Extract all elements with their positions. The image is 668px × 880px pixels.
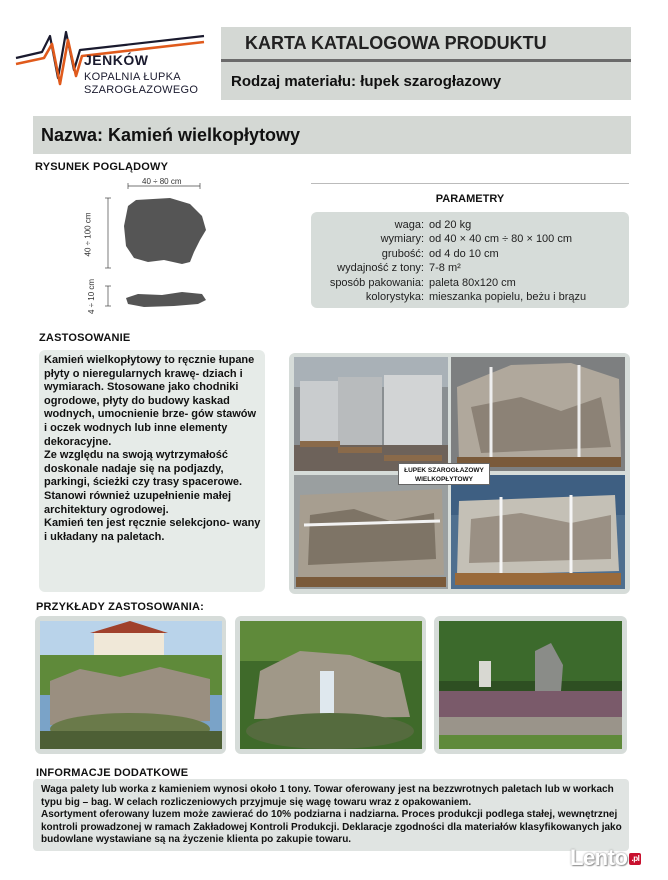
param-key: waga:	[394, 219, 424, 231]
param-row	[311, 232, 629, 246]
logo-line-1: KOPALNIA ŁUPKA	[84, 71, 181, 83]
watermark-suffix: .pl	[629, 853, 641, 865]
logo-line-2: SZAROGŁAZOWEGO	[84, 84, 199, 96]
param-row	[311, 261, 629, 275]
info-text	[33, 779, 629, 851]
examples-label: PRZYKŁADY ZASTOSOWANIA:	[36, 601, 204, 613]
info-paragraph: Waga palety lub worka z kamieniem wynosi około 1 tony. Towar oferowany jest na bezzwrotnych paletach lub w workach typu big – bag. W celach rozliczeniowych przyjmuje się wagę towaru wraz z opakowaniem.	[41, 784, 614, 808]
param-value: 7-8 m²	[429, 262, 461, 275]
application-paragraph: Kamień wielkopłytowy to ręcznie łupane płyty o nieregularnych krawę- dziach i wymiarach. Stosowane jako chodniki ogrodowe, płyty do budowy kaskad wodnych, umocnienie brze- gów stawów i oczek wodnych lub inne elementy dekoracyjne.	[44, 354, 257, 448]
photo-caption-line-2: WIELKOPŁYTOWY	[414, 476, 474, 483]
parameters-table	[311, 212, 629, 308]
application-label: ZASTOSOWANIE	[39, 332, 131, 344]
param-row	[311, 290, 629, 304]
param-value: od 40 × 40 cm ÷ 80 × 100 cm	[429, 233, 573, 246]
lento-watermark	[570, 845, 641, 871]
width-dimension: 40 ÷ 80 cm	[142, 177, 182, 186]
info-paragraph: Asortyment oferowany luzem może zawierać do 10% podziarna i nadziarna. Proces produkcji podlega stałej, wewnętrznej kontroli prowadzonej w ramach Zakładowej Kontroli Produkcji. Deklaracje zgodności dla materiałów klasyfikowanych jako budowlane wystawiane są na życzenie klienta po zakupie towaru.	[41, 809, 622, 846]
param-value: od 4 do 10 cm	[429, 247, 499, 260]
application-paragraph: Kamień ten jest ręcznie selekcjono- wany i układany na paletach.	[44, 517, 261, 543]
param-row	[311, 247, 629, 261]
parameters-divider	[311, 183, 629, 184]
info-label: INFORMACJE DODATKOWE	[36, 767, 189, 779]
parameters-title: PARAMETRY	[435, 193, 505, 205]
param-value: od 20 kg	[429, 219, 472, 231]
product-name: Nazwa: Kamień wielkopłytowy	[33, 116, 631, 154]
thickness-dimension: 4 ÷ 10 cm	[87, 278, 97, 315]
watermark-text: Lento	[570, 845, 628, 870]
param-key: wydajność z tony:	[337, 262, 424, 275]
stone-drawing	[78, 176, 218, 316]
example-photo-waterfall	[240, 621, 422, 749]
example-photo-rock-garden	[439, 621, 622, 749]
param-row	[311, 276, 629, 290]
param-value: paleta 80x120 cm	[429, 276, 516, 289]
example-photo-garden-pond	[40, 621, 222, 749]
photo-pallet-side	[451, 475, 625, 589]
photo-caption-line-1: ŁUPEK SZAROGŁAZOWY	[404, 467, 484, 474]
param-key: wymiary:	[380, 233, 424, 246]
height-dimension: 40 ÷ 100 cm	[83, 212, 93, 257]
catalog-title: KARTA KATALOGOWA PRODUKTU	[221, 27, 631, 59]
company-logo	[14, 22, 214, 102]
photo-caption	[398, 463, 490, 485]
material-type: Rodzaj materiału: łupek szarogłazowy	[221, 62, 631, 100]
drawing-label: RYSUNEK POGLĄDOWY	[35, 161, 169, 173]
photo-pallets-stacked	[294, 357, 448, 471]
application-paragraph: Ze względu na swoją wytrzymałość doskonale nadaje się na podjazdy, parkingi, ścieżki czy trasy spacerowe.	[44, 449, 243, 489]
logo-subtitle	[84, 71, 198, 97]
param-value: mieszanka popielu, beżu i brązu	[429, 291, 587, 304]
param-key: sposób pakowania:	[329, 276, 424, 289]
param-key: kolorystyka:	[365, 291, 424, 304]
application-description	[39, 350, 265, 592]
photo-bigbag-pallet	[451, 357, 625, 471]
param-row	[311, 218, 629, 232]
logo-name: JENKÓW	[84, 52, 149, 68]
stone-shape-icon	[78, 176, 218, 316]
param-key: grubość:	[381, 247, 424, 260]
photo-wrapped-stones	[294, 475, 448, 589]
application-paragraph: Stanowi również uzupełnienie małej architektury ogrodowej.	[44, 489, 232, 516]
